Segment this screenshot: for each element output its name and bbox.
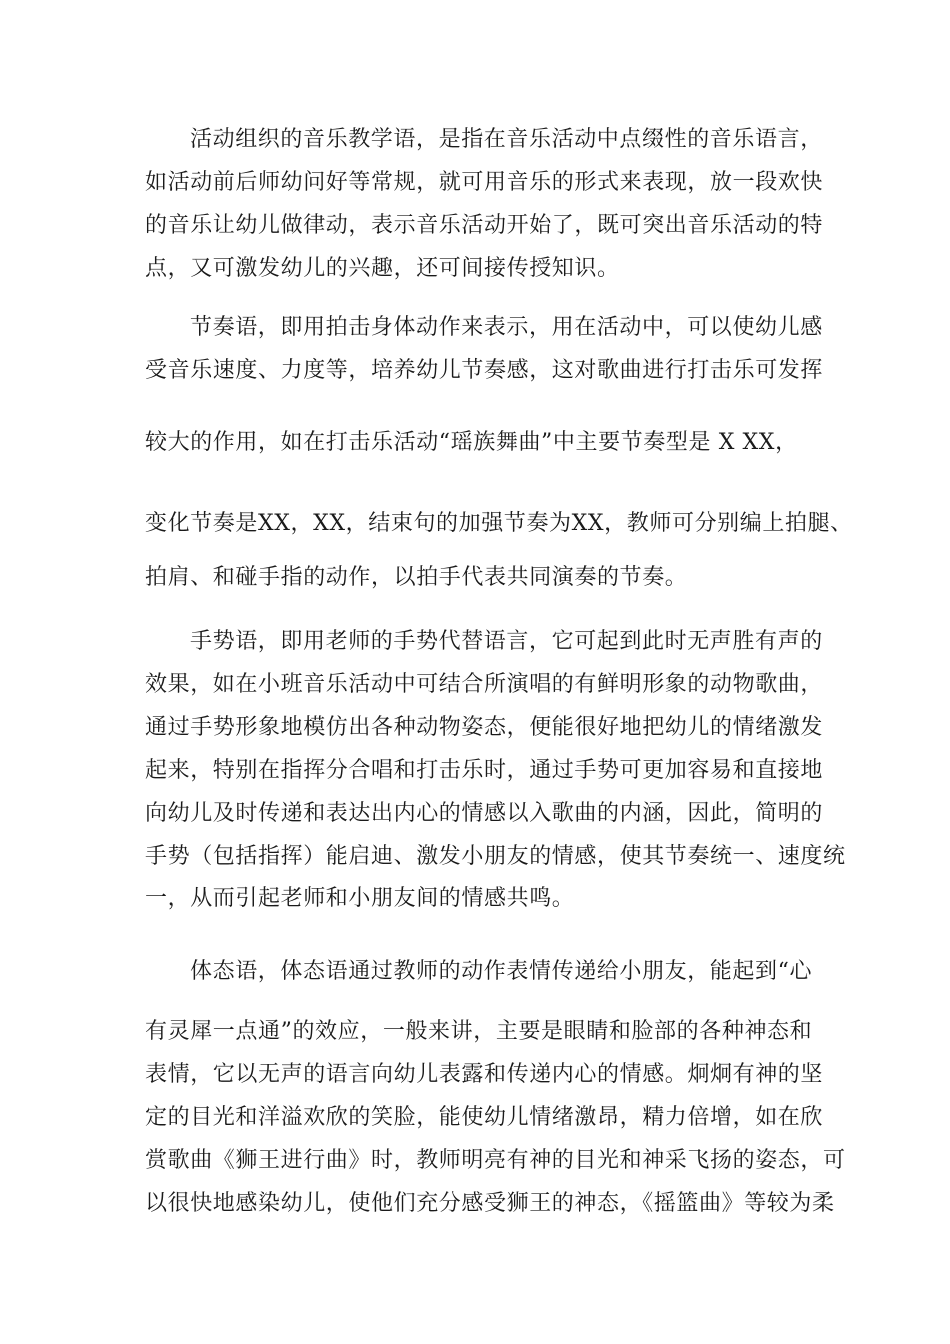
paragraph-line: 起来，特别在指挥分合唱和打击乐时，通过手势可更加容易和直接地 bbox=[145, 758, 824, 783]
paragraph-line: 拍肩、和碰手指的动作，以拍手代表共同演奏的节奏。 bbox=[145, 565, 688, 590]
paragraph-line: 定的目光和洋溢欢欣的笑脸，能使幼儿情绪激昂，精力倍增，如在欣 bbox=[145, 1105, 824, 1130]
paragraph-line: 有灵犀一点通”的效应，一般来讲，主要是眼睛和脸部的各种神态和 bbox=[145, 1019, 813, 1044]
paragraph-line: 节奏语，即用拍击身体动作来表示，用在活动中，可以使幼儿感 bbox=[190, 315, 823, 340]
paragraph-line: 通过手势形象地模仿出各种动物姿态，便能很好地把幼儿的情绪激发 bbox=[145, 715, 824, 740]
paragraph-line: 如活动前后师幼问好等常规，就可用音乐的形式来表现，放一段欢快 bbox=[145, 170, 824, 195]
paragraph-line: 以很快地感染幼儿，使他们充分感受狮王的神态，《摇篮曲》等较为柔 bbox=[145, 1191, 835, 1216]
paragraph-line: 表情，它以无声的语言向幼儿表露和传递内心的情感。炯炯有神的坚 bbox=[145, 1062, 824, 1087]
paragraph-line: 点，又可激发幼儿的兴趣，还可间接传授知识。 bbox=[145, 256, 620, 281]
paragraph-line: 向幼儿及时传递和表达出内心的情感以入歌曲的内涵，因此，简明的 bbox=[145, 801, 824, 826]
paragraph-line: 手势语，即用老师的手势代替语言，它可起到此时无声胜有声的 bbox=[190, 629, 823, 654]
paragraph-line: 手势（包括指挥）能启迪、激发小朋友的情感，使其节奏统一、速度统 bbox=[145, 844, 846, 869]
paragraph-line: 活动组织的音乐教学语，是指在音乐活动中点缀性的音乐语言， bbox=[190, 127, 823, 152]
paragraph-line: 的音乐让幼儿做律动，表示音乐活动开始了，既可突出音乐活动的特 bbox=[145, 213, 824, 238]
paragraph-line: 较大的作用，如在打击乐活动“瑶族舞曲”中主要节奏型是 X XX， bbox=[145, 430, 798, 455]
paragraph-line: 受音乐速度、力度等，培养幼儿节奏感，这对歌曲进行打击乐可发挥 bbox=[145, 358, 824, 383]
paragraph-line: 效果，如在小班音乐活动中可结合所演唱的有鲜明形象的动物歌曲， bbox=[145, 672, 824, 697]
paragraph-line: 体态语，体态语通过教师的动作表情传递给小朋友，能起到“心 bbox=[190, 959, 813, 984]
paragraph-line: 赏歌曲《狮王进行曲》时，教师明亮有神的目光和神采飞扬的姿态，可 bbox=[145, 1148, 846, 1173]
paragraph-line: 变化节奏是XX，XX，结束句的加强节奏为XX，教师可分别编上拍腿、 bbox=[145, 511, 853, 536]
paragraph-line: 一，从而引起老师和小朋友间的情感共鸣。 bbox=[145, 886, 575, 911]
